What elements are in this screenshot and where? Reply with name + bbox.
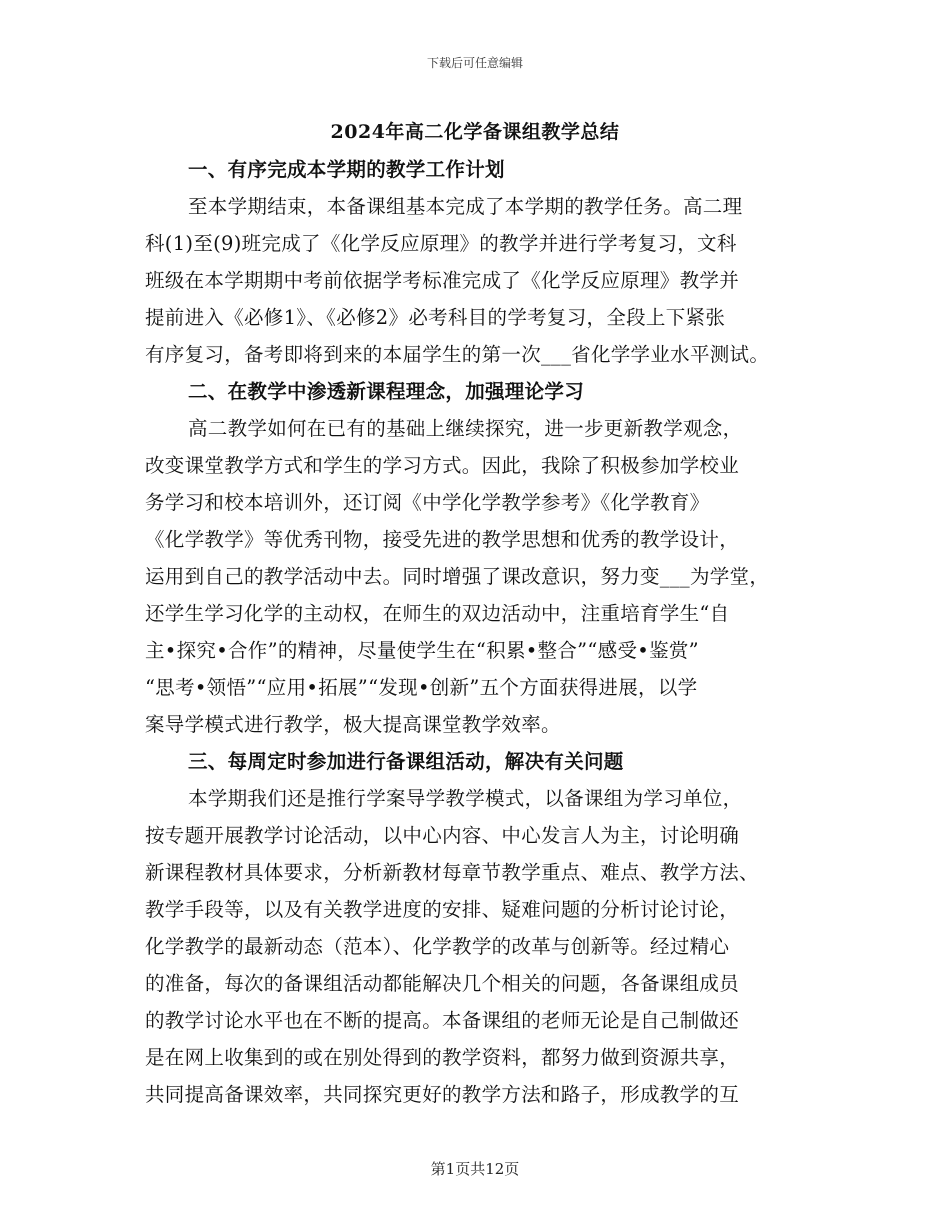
section-heading: 一、有序完成本学期的教学工作计划 xyxy=(188,158,505,181)
paragraph-line: 还学生学习化学的主动权，在师生的双边活动中，注重培育学生“自 xyxy=(145,602,730,625)
paragraph-line: 班级在本学期期中考前依据学考标准完成了《化学反应原理》教学并 xyxy=(145,269,740,292)
paragraph-line: 有序复习，备考即将到来的本届学生的第一次___省化学学业水平测试。 xyxy=(145,343,770,366)
paragraph-line: “思考•领悟”“应用•拓展”“发现•创新”五个方面获得进展，以学 xyxy=(145,676,698,699)
page-number-footer: 第1页共12页 xyxy=(430,1160,520,1178)
paragraph-line: 教学手段等，以及有关教学进度的安排、疑难问题的分析讨论讨论， xyxy=(145,898,740,921)
paragraph-line: 务学习和校本培训外，还订阅《中学化学教学参考》《化学教育》 xyxy=(145,491,710,514)
header-note: 下载后可任意编辑 xyxy=(426,56,523,70)
document-title: 2024年高二化学备课组教学总结 xyxy=(330,121,620,143)
paragraph-line: 提前进入《必修1》、《必修2》必考科目的学考复习，全段上下紧张 xyxy=(145,306,726,329)
paragraph-line: 的教学讨论水平也在不断的提高。本备课组的老师无论是自己制做还 xyxy=(145,1009,740,1032)
paragraph-line: 改变课堂教学方式和学生的学习方式。因此，我除了积极参加学校业 xyxy=(145,454,740,477)
paragraph-line: 的准备，每次的备课组活动都能解决几个相关的问题，各备课组成员 xyxy=(145,972,740,995)
section-heading: 二、在教学中渗透新课程理念，加强理论学习 xyxy=(188,380,585,403)
paragraph-line: 运用到自己的教学活动中去。同时增强了课改意识，努力变___为学堂， xyxy=(145,565,770,588)
paragraph-line: 案导学模式进行教学，极大提高课堂教学效率。 xyxy=(145,713,561,736)
paragraph-line: 是在网上收集到的或在别处得到的教学资料，都努力做到资源共享， xyxy=(145,1046,740,1069)
paragraph-line: 科(1)至(9)班完成了《化学反应原理》的教学并进行学考复习，文科 xyxy=(145,232,737,255)
paragraph-line: 至本学期结束，本备课组基本完成了本学期的教学任务。高二理 xyxy=(188,195,743,218)
document-body xyxy=(145,151,825,1113)
section-heading: 三、每周定时参加进行备课组活动，解决有关问题 xyxy=(188,750,624,773)
paragraph-line: 新课程教材具体要求，分析新教材每章节教学重点、难点、教学方法、 xyxy=(145,861,759,884)
paragraph-line: 主•探究•合作”的精神，尽量使学生在“积累•整合”“感受•鉴赏” xyxy=(145,639,699,662)
paragraph-line: 本学期我们还是推行学案导学教学模式，以备课组为学习单位， xyxy=(188,787,743,810)
paragraph-line: 《化学教学》等优秀刊物，接受先进的教学思想和优秀的教学设计， xyxy=(145,528,740,551)
paragraph-line: 共同提高备课效率，共同探究更好的教学方法和路子，形成教学的互 xyxy=(145,1083,740,1106)
paragraph-line: 按专题开展教学讨论活动，以中心内容、中心发言人为主，讨论明确 xyxy=(145,824,740,847)
paragraph-line: 高二教学如何在已有的基础上继续探究，进一步更新教学观念， xyxy=(188,417,743,440)
paragraph-line: 化学教学的最新动态（范本）、化学教学的改革与创新等。经过精心 xyxy=(145,935,730,958)
